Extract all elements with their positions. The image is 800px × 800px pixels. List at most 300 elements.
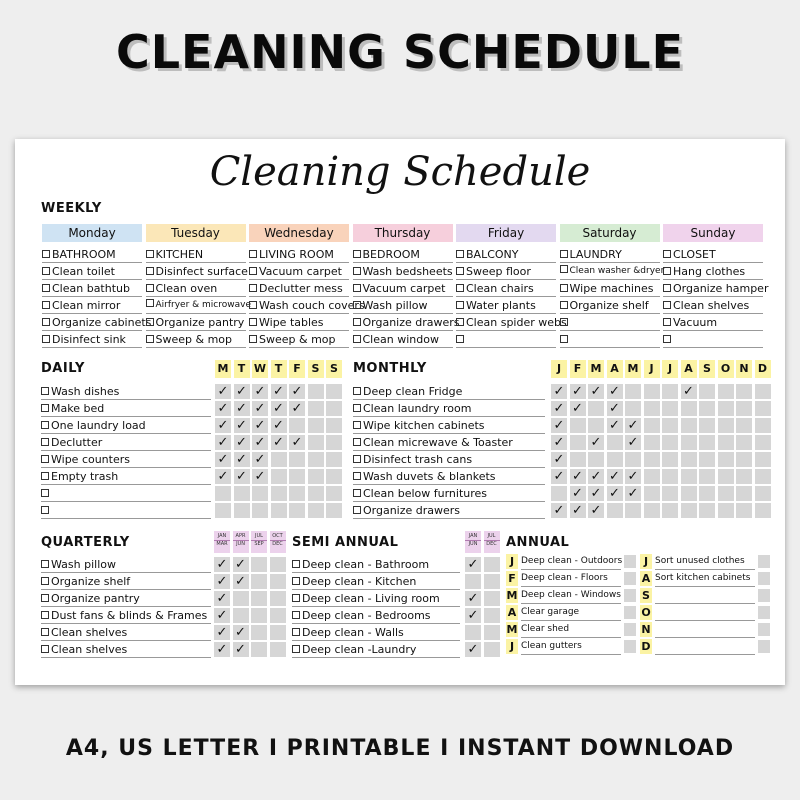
checkbox[interactable]	[41, 628, 49, 636]
daily-check-cell[interactable]	[252, 486, 268, 501]
weekly-task[interactable]	[663, 281, 769, 297]
checkbox[interactable]	[456, 335, 464, 343]
checkbox[interactable]	[456, 284, 464, 292]
daily-check-cell[interactable]	[271, 384, 287, 399]
daily-check-cell[interactable]	[271, 401, 287, 416]
weekly-task[interactable]	[42, 264, 142, 280]
daily-check-cell[interactable]	[215, 469, 231, 484]
monthly-check-cell[interactable]	[644, 486, 660, 501]
checkbox[interactable]	[41, 594, 49, 602]
quarterly-check-cell[interactable]	[270, 608, 286, 623]
monthly-check-cell[interactable]	[718, 384, 734, 399]
weekly-task[interactable]	[560, 332, 660, 348]
annual-check-cell[interactable]	[758, 589, 770, 602]
monthly-check-cell[interactable]	[588, 418, 604, 433]
monthly-check-cell[interactable]	[755, 435, 771, 450]
monthly-check-cell[interactable]	[699, 503, 715, 518]
checkbox[interactable]	[42, 318, 50, 326]
monthly-task[interactable]	[353, 452, 545, 468]
checkbox[interactable]	[353, 301, 361, 309]
monthly-check-cell[interactable]	[718, 452, 734, 467]
monthly-check-cell[interactable]	[736, 401, 752, 416]
daily-check-cell[interactable]	[234, 384, 250, 399]
checkbox[interactable]	[41, 387, 49, 395]
annual-check-cell[interactable]	[624, 606, 636, 619]
weekly-task[interactable]	[560, 247, 660, 263]
weekly-task[interactable]	[663, 247, 763, 263]
checkbox[interactable]	[353, 267, 361, 275]
annual-task[interactable]: Sort unused clothes	[655, 554, 755, 570]
monthly-check-cell[interactable]	[570, 486, 586, 501]
quarterly-check-cell[interactable]	[251, 557, 267, 572]
quarterly-check-cell[interactable]	[270, 591, 286, 606]
monthly-check-cell[interactable]	[681, 486, 697, 501]
daily-check-cell[interactable]	[234, 435, 250, 450]
daily-task[interactable]	[41, 503, 211, 519]
checkbox[interactable]	[249, 267, 257, 275]
monthly-check-cell[interactable]	[588, 486, 604, 501]
checkbox[interactable]	[353, 318, 361, 326]
monthly-check-cell[interactable]	[736, 452, 752, 467]
checkbox[interactable]	[249, 301, 257, 309]
checkbox[interactable]	[146, 335, 154, 343]
quarterly-task[interactable]	[41, 574, 211, 590]
checkbox[interactable]	[41, 560, 49, 568]
checkbox[interactable]	[146, 267, 154, 275]
weekly-task[interactable]	[560, 264, 665, 280]
checkbox[interactable]	[41, 506, 49, 514]
annual-task[interactable]: Deep clean - Floors	[521, 571, 621, 587]
daily-check-cell[interactable]	[308, 486, 324, 501]
monthly-check-cell[interactable]	[551, 469, 567, 484]
checkbox[interactable]	[41, 421, 49, 429]
checkbox[interactable]	[41, 472, 49, 480]
checkbox[interactable]	[41, 489, 49, 497]
daily-check-cell[interactable]	[252, 469, 268, 484]
checkbox[interactable]	[42, 335, 50, 343]
checkbox[interactable]	[663, 301, 671, 309]
monthly-check-cell[interactable]	[718, 435, 734, 450]
weekly-task[interactable]	[353, 332, 453, 348]
monthly-check-cell[interactable]	[755, 469, 771, 484]
daily-check-cell[interactable]	[215, 418, 231, 433]
checkbox[interactable]	[292, 577, 300, 585]
quarterly-check-cell[interactable]	[270, 574, 286, 589]
monthly-check-cell[interactable]	[551, 401, 567, 416]
daily-check-cell[interactable]	[289, 469, 305, 484]
checkbox[interactable]	[353, 421, 361, 429]
checkbox[interactable]	[292, 611, 300, 619]
weekly-task[interactable]	[456, 332, 556, 348]
monthly-check-cell[interactable]	[662, 486, 678, 501]
daily-check-cell[interactable]	[271, 435, 287, 450]
semi-annual-task[interactable]	[292, 574, 460, 590]
daily-check-cell[interactable]	[326, 418, 342, 433]
monthly-check-cell[interactable]	[607, 401, 623, 416]
weekly-task[interactable]	[663, 298, 763, 314]
annual-task[interactable]	[655, 605, 755, 621]
monthly-check-cell[interactable]	[551, 384, 567, 399]
quarterly-check-cell[interactable]	[251, 574, 267, 589]
daily-check-cell[interactable]	[252, 503, 268, 518]
weekly-task[interactable]	[560, 298, 660, 314]
monthly-check-cell[interactable]	[699, 418, 715, 433]
daily-check-cell[interactable]	[252, 384, 268, 399]
semi-annual-check-cell[interactable]	[484, 574, 500, 589]
daily-check-cell[interactable]	[234, 418, 250, 433]
weekly-task[interactable]	[353, 264, 453, 280]
daily-check-cell[interactable]	[215, 486, 231, 501]
monthly-check-cell[interactable]	[718, 469, 734, 484]
weekly-task[interactable]	[663, 315, 763, 331]
checkbox[interactable]	[249, 318, 257, 326]
monthly-task[interactable]	[353, 486, 545, 502]
monthly-check-cell[interactable]	[699, 384, 715, 399]
daily-check-cell[interactable]	[234, 401, 250, 416]
monthly-check-cell[interactable]	[755, 401, 771, 416]
checkbox[interactable]	[249, 284, 257, 292]
daily-task[interactable]	[41, 435, 211, 451]
annual-check-cell[interactable]	[624, 640, 636, 653]
daily-check-cell[interactable]	[215, 435, 231, 450]
monthly-check-cell[interactable]	[570, 469, 586, 484]
checkbox[interactable]	[249, 250, 257, 258]
quarterly-check-cell[interactable]	[233, 642, 249, 657]
checkbox[interactable]	[292, 628, 300, 636]
monthly-check-cell[interactable]	[736, 486, 752, 501]
monthly-check-cell[interactable]	[736, 435, 752, 450]
checkbox[interactable]	[353, 506, 361, 514]
checkbox[interactable]	[146, 284, 154, 292]
semi-annual-check-cell[interactable]	[484, 591, 500, 606]
annual-check-cell[interactable]	[758, 623, 770, 636]
monthly-check-cell[interactable]	[570, 435, 586, 450]
monthly-check-cell[interactable]	[755, 503, 771, 518]
checkbox[interactable]	[663, 335, 671, 343]
annual-task[interactable]: Clear garage	[521, 605, 621, 621]
semi-annual-task[interactable]	[292, 608, 460, 624]
weekly-task[interactable]	[249, 315, 349, 331]
checkbox[interactable]	[560, 335, 568, 343]
annual-check-cell[interactable]	[758, 640, 770, 653]
checkbox[interactable]	[146, 299, 154, 307]
checkbox[interactable]	[353, 438, 361, 446]
monthly-check-cell[interactable]	[644, 401, 660, 416]
semi-annual-task[interactable]	[292, 625, 460, 641]
daily-check-cell[interactable]	[289, 418, 305, 433]
checkbox[interactable]	[41, 455, 49, 463]
monthly-check-cell[interactable]	[551, 418, 567, 433]
monthly-check-cell[interactable]	[607, 452, 623, 467]
daily-check-cell[interactable]	[215, 401, 231, 416]
monthly-task[interactable]	[353, 418, 545, 434]
weekly-task[interactable]	[249, 298, 365, 314]
checkbox[interactable]	[292, 560, 300, 568]
weekly-task[interactable]	[249, 332, 349, 348]
quarterly-check-cell[interactable]	[270, 642, 286, 657]
monthly-check-cell[interactable]	[718, 401, 734, 416]
monthly-check-cell[interactable]	[699, 401, 715, 416]
daily-check-cell[interactable]	[289, 384, 305, 399]
annual-task[interactable]: Clear shed	[521, 622, 621, 638]
semi-annual-check-cell[interactable]	[465, 625, 481, 640]
weekly-task[interactable]	[146, 281, 246, 297]
monthly-check-cell[interactable]	[607, 469, 623, 484]
daily-check-cell[interactable]	[271, 503, 287, 518]
daily-check-cell[interactable]	[215, 503, 231, 518]
checkbox[interactable]	[456, 318, 464, 326]
weekly-task[interactable]	[249, 281, 349, 297]
daily-task[interactable]	[41, 452, 211, 468]
checkbox[interactable]	[560, 265, 568, 273]
daily-check-cell[interactable]	[234, 486, 250, 501]
checkbox[interactable]	[353, 250, 361, 258]
quarterly-check-cell[interactable]	[270, 625, 286, 640]
weekly-task[interactable]	[353, 315, 460, 331]
quarterly-check-cell[interactable]	[233, 574, 249, 589]
annual-check-cell[interactable]	[624, 572, 636, 585]
annual-check-cell[interactable]	[624, 555, 636, 568]
checkbox[interactable]	[456, 250, 464, 258]
daily-task[interactable]	[41, 469, 211, 485]
monthly-check-cell[interactable]	[662, 503, 678, 518]
quarterly-check-cell[interactable]	[214, 608, 230, 623]
daily-check-cell[interactable]	[289, 486, 305, 501]
daily-check-cell[interactable]	[215, 384, 231, 399]
monthly-check-cell[interactable]	[607, 435, 623, 450]
monthly-check-cell[interactable]	[662, 469, 678, 484]
daily-check-cell[interactable]	[326, 384, 342, 399]
weekly-task[interactable]	[560, 315, 660, 331]
semi-annual-check-cell[interactable]	[484, 557, 500, 572]
daily-check-cell[interactable]	[271, 469, 287, 484]
monthly-task[interactable]	[353, 401, 545, 417]
semi-annual-check-cell[interactable]	[484, 608, 500, 623]
annual-task[interactable]: Sort kitchen cabinets	[655, 571, 755, 587]
annual-task[interactable]	[655, 639, 755, 655]
weekly-task[interactable]	[42, 332, 142, 348]
checkbox[interactable]	[146, 250, 154, 258]
monthly-check-cell[interactable]	[551, 435, 567, 450]
weekly-task[interactable]	[42, 247, 142, 263]
monthly-check-cell[interactable]	[736, 384, 752, 399]
weekly-task[interactable]	[42, 281, 142, 297]
daily-task[interactable]	[41, 384, 211, 400]
checkbox[interactable]	[560, 284, 568, 292]
checkbox[interactable]	[42, 301, 50, 309]
annual-check-cell[interactable]	[758, 572, 770, 585]
semi-annual-check-cell[interactable]	[465, 557, 481, 572]
monthly-task[interactable]	[353, 435, 545, 451]
checkbox[interactable]	[41, 438, 49, 446]
monthly-check-cell[interactable]	[755, 486, 771, 501]
daily-check-cell[interactable]	[252, 418, 268, 433]
daily-check-cell[interactable]	[326, 503, 342, 518]
daily-check-cell[interactable]	[326, 486, 342, 501]
quarterly-check-cell[interactable]	[214, 557, 230, 572]
weekly-task[interactable]	[456, 264, 556, 280]
annual-task[interactable]: Deep clean - Windows	[521, 588, 621, 604]
weekly-task[interactable]	[42, 298, 142, 314]
daily-check-cell[interactable]	[252, 401, 268, 416]
monthly-check-cell[interactable]	[644, 452, 660, 467]
semi-annual-check-cell[interactable]	[465, 608, 481, 623]
quarterly-check-cell[interactable]	[214, 625, 230, 640]
daily-check-cell[interactable]	[308, 418, 324, 433]
checkbox[interactable]	[353, 489, 361, 497]
weekly-task[interactable]	[42, 315, 152, 331]
monthly-check-cell[interactable]	[755, 418, 771, 433]
monthly-check-cell[interactable]	[662, 401, 678, 416]
monthly-check-cell[interactable]	[644, 469, 660, 484]
checkbox[interactable]	[353, 404, 361, 412]
monthly-check-cell[interactable]	[736, 469, 752, 484]
weekly-task[interactable]	[146, 332, 246, 348]
monthly-check-cell[interactable]	[662, 435, 678, 450]
monthly-check-cell[interactable]	[681, 401, 697, 416]
monthly-check-cell[interactable]	[570, 452, 586, 467]
daily-check-cell[interactable]	[234, 503, 250, 518]
annual-check-cell[interactable]	[624, 589, 636, 602]
semi-annual-task[interactable]	[292, 557, 460, 573]
monthly-task[interactable]	[353, 384, 545, 400]
monthly-check-cell[interactable]	[718, 503, 734, 518]
monthly-check-cell[interactable]	[607, 503, 623, 518]
weekly-task[interactable]	[249, 247, 349, 263]
monthly-check-cell[interactable]	[644, 418, 660, 433]
quarterly-check-cell[interactable]	[251, 608, 267, 623]
quarterly-check-cell[interactable]	[214, 574, 230, 589]
checkbox[interactable]	[42, 250, 50, 258]
daily-task[interactable]	[41, 418, 211, 434]
quarterly-check-cell[interactable]	[214, 591, 230, 606]
semi-annual-task[interactable]	[292, 642, 460, 658]
daily-check-cell[interactable]	[289, 435, 305, 450]
weekly-task[interactable]	[663, 264, 763, 280]
daily-check-cell[interactable]	[271, 452, 287, 467]
monthly-check-cell[interactable]	[699, 452, 715, 467]
monthly-check-cell[interactable]	[607, 486, 623, 501]
monthly-check-cell[interactable]	[588, 469, 604, 484]
monthly-check-cell[interactable]	[625, 486, 641, 501]
daily-check-cell[interactable]	[252, 435, 268, 450]
monthly-task[interactable]	[353, 503, 545, 519]
daily-check-cell[interactable]	[326, 452, 342, 467]
weekly-task[interactable]	[456, 315, 567, 331]
daily-check-cell[interactable]	[271, 486, 287, 501]
daily-task[interactable]	[41, 486, 211, 502]
checkbox[interactable]	[42, 267, 50, 275]
monthly-check-cell[interactable]	[570, 503, 586, 518]
daily-check-cell[interactable]	[308, 452, 324, 467]
monthly-check-cell[interactable]	[551, 486, 567, 501]
quarterly-check-cell[interactable]	[251, 625, 267, 640]
checkbox[interactable]	[353, 387, 361, 395]
checkbox[interactable]	[353, 455, 361, 463]
monthly-check-cell[interactable]	[755, 452, 771, 467]
quarterly-task[interactable]	[41, 608, 211, 624]
monthly-check-cell[interactable]	[625, 435, 641, 450]
monthly-check-cell[interactable]	[625, 503, 641, 518]
semi-annual-check-cell[interactable]	[465, 574, 481, 589]
daily-check-cell[interactable]	[326, 469, 342, 484]
quarterly-check-cell[interactable]	[251, 642, 267, 657]
monthly-check-cell[interactable]	[681, 384, 697, 399]
quarterly-check-cell[interactable]	[270, 557, 286, 572]
quarterly-task[interactable]	[41, 642, 211, 658]
quarterly-task[interactable]	[41, 557, 211, 573]
monthly-check-cell[interactable]	[736, 503, 752, 518]
monthly-check-cell[interactable]	[699, 486, 715, 501]
daily-check-cell[interactable]	[326, 435, 342, 450]
quarterly-check-cell[interactable]	[214, 642, 230, 657]
daily-task[interactable]	[41, 401, 211, 417]
monthly-check-cell[interactable]	[625, 401, 641, 416]
weekly-task[interactable]	[353, 281, 453, 297]
monthly-check-cell[interactable]	[681, 469, 697, 484]
checkbox[interactable]	[146, 318, 154, 326]
checkbox[interactable]	[663, 267, 671, 275]
daily-check-cell[interactable]	[234, 452, 250, 467]
checkbox[interactable]	[456, 267, 464, 275]
monthly-check-cell[interactable]	[588, 435, 604, 450]
checkbox[interactable]	[663, 318, 671, 326]
semi-annual-check-cell[interactable]	[465, 642, 481, 657]
monthly-check-cell[interactable]	[570, 418, 586, 433]
weekly-task[interactable]	[146, 315, 246, 331]
daily-check-cell[interactable]	[308, 401, 324, 416]
quarterly-task[interactable]	[41, 591, 211, 607]
quarterly-check-cell[interactable]	[233, 625, 249, 640]
checkbox[interactable]	[41, 611, 49, 619]
monthly-check-cell[interactable]	[644, 384, 660, 399]
daily-check-cell[interactable]	[289, 452, 305, 467]
checkbox[interactable]	[560, 250, 568, 258]
monthly-check-cell[interactable]	[718, 486, 734, 501]
monthly-check-cell[interactable]	[681, 452, 697, 467]
checkbox[interactable]	[456, 301, 464, 309]
daily-check-cell[interactable]	[308, 435, 324, 450]
checkbox[interactable]	[353, 335, 361, 343]
monthly-check-cell[interactable]	[551, 503, 567, 518]
weekly-task[interactable]	[249, 264, 349, 280]
monthly-check-cell[interactable]	[551, 452, 567, 467]
checkbox[interactable]	[249, 335, 257, 343]
monthly-check-cell[interactable]	[644, 435, 660, 450]
monthly-check-cell[interactable]	[570, 401, 586, 416]
monthly-check-cell[interactable]	[625, 418, 641, 433]
monthly-check-cell[interactable]	[607, 384, 623, 399]
annual-task[interactable]	[655, 588, 755, 604]
annual-check-cell[interactable]	[758, 606, 770, 619]
monthly-check-cell[interactable]	[625, 452, 641, 467]
daily-check-cell[interactable]	[308, 384, 324, 399]
daily-check-cell[interactable]	[289, 503, 305, 518]
weekly-task[interactable]	[146, 264, 246, 280]
weekly-task[interactable]	[560, 281, 660, 297]
checkbox[interactable]	[353, 284, 361, 292]
weekly-task[interactable]	[353, 298, 453, 314]
quarterly-check-cell[interactable]	[233, 591, 249, 606]
checkbox[interactable]	[560, 301, 568, 309]
annual-task[interactable]: Deep clean - Outdoors	[521, 554, 621, 570]
checkbox[interactable]	[560, 318, 568, 326]
checkbox[interactable]	[663, 250, 671, 258]
monthly-check-cell[interactable]	[662, 384, 678, 399]
weekly-task[interactable]	[146, 247, 246, 263]
monthly-check-cell[interactable]	[625, 384, 641, 399]
quarterly-check-cell[interactable]	[233, 608, 249, 623]
